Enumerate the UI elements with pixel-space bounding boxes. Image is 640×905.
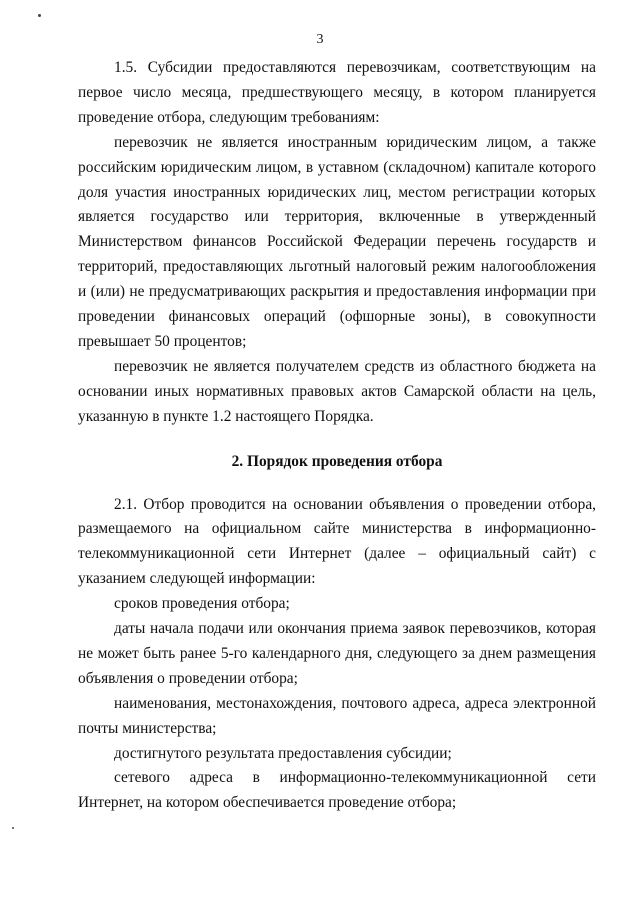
list-item-ministry-contacts: наименования, местонахождения, почтового адреса, адреса электронной почты министерства; [78,694,596,737]
list-item-network-address: сетевого адреса в информационно-телекоммуникационной сети Интернет, на котором обеспечивается проведение отбора; [78,769,596,812]
paragraph-2-1: 2.1. Отбор проводится на основании объявления о проведении отбора, размещаемого на официальном сайте министерства в информационно-телекоммуникационной сети Интернет (далее – официальный сайт) с указанием следующей информации: [78,495,596,588]
paragraph-requirement-foreign: перевозчик не является иностранным юридическим лицом, а также российским юридическим лицом, в уставном (складочном) капитале которого доля участия иностранных юридических лиц, местом регистрации которых является государство или территория, включенные в утвержденный Министерством финансов Российской Федерации перечень государств и территорий, предоставляющих льготный налоговый режим налогообложения и (или) не предусматривающих раскрытия и предоставления информации при проведении финансовых операций (офшорные зоны), в совокупности превышает 50 процентов; [78,133,596,350]
scan-speck [38,14,41,17]
document-body [78,56,596,816]
list-item-dates: сроков проведения отбора; [114,595,290,613]
list-item-application-dates: даты начала подачи или окончания приема заявок перевозчиков, которая не может быть ранее 5-го календарного дня, следующего за днем размещения объявления о проведении отбора; [78,620,596,687]
page-number: 3 [316,32,324,47]
paragraph-requirement-budget: перевозчик не является получателем средств из областного бюджета на основании иных нормативных правовых актов Самарской области на цель, указанную в пункте 1.2 настоящего Порядка. [78,357,596,425]
scan-speck [12,827,14,829]
paragraph-1-5: 1.5. Субсидии предоставляются перевозчикам, соответствующим на первое число месяца, предшествующего месяцу, в котором планируется проведение отбора, следующим требованиям: [78,59,596,126]
list-item-result: достигнутого результата предоставления субсидии; [114,744,452,762]
section-heading: 2. Порядок проведения отбора [231,452,443,470]
